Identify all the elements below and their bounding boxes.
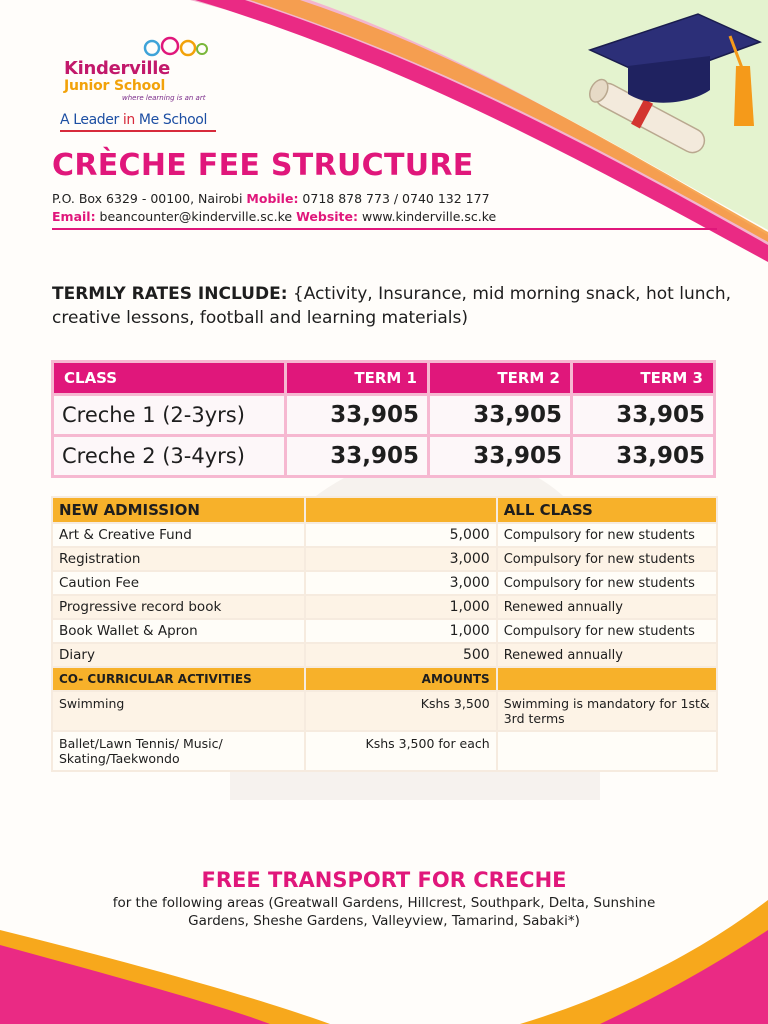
- activity-note: Swimming is mandatory for 1st& 3rd terms: [498, 692, 716, 730]
- contact-info: [52, 190, 496, 226]
- fee-note: Compulsory for new students: [498, 548, 716, 570]
- logo-subtitle: Junior School: [64, 78, 166, 94]
- fee-note: Compulsory for new students: [498, 524, 716, 546]
- fee-amount: 500: [306, 644, 495, 666]
- table-row: [54, 396, 713, 434]
- fee-note: Renewed annually: [498, 644, 716, 666]
- term-2-fee: 33,905: [430, 396, 570, 434]
- header-blank: [306, 498, 495, 522]
- term-fee-table: [51, 360, 716, 478]
- fee-item: Registration: [53, 548, 304, 570]
- class-name: Creche 1 (2-3yrs): [54, 396, 284, 434]
- header-all-class: ALL CLASS: [498, 498, 716, 522]
- table-row: [53, 620, 716, 642]
- activity-amount: Kshs 3,500: [306, 692, 495, 730]
- header-term-1: TERM 1: [287, 363, 427, 393]
- fee-note: Compulsory for new students: [498, 620, 716, 642]
- website-text: www.kinderville.sc.ke: [358, 209, 497, 224]
- graduation-cap-icon: [570, 8, 768, 168]
- term-1-fee: 33,905: [287, 396, 427, 434]
- free-transport-title: FREE TRANSPORT FOR CRECHE: [201, 868, 567, 892]
- admission-fee-table: [51, 496, 718, 772]
- header-blank-2: [498, 668, 716, 690]
- fee-item: Progressive record book: [53, 596, 304, 618]
- contact-line-email: [52, 208, 496, 226]
- email-text: beancounter@kinderville.sc.ke: [95, 209, 297, 224]
- term-1-fee: 33,905: [287, 437, 427, 475]
- table-row: [53, 548, 716, 570]
- address-text: P.O. Box 6329 - 00100, Nairobi: [52, 191, 247, 206]
- table-row: [53, 524, 716, 546]
- fee-item: Diary: [53, 644, 304, 666]
- header-new-admission: NEW ADMISSION: [53, 498, 304, 522]
- fee-note: Compulsory for new students: [498, 572, 716, 594]
- page-title: CRÈCHE FEE STRUCTURE: [52, 148, 474, 183]
- fee-amount: 5,000: [306, 524, 495, 546]
- activity-item: Ballet/Lawn Tennis/ Music/ Skating/Taekwondo: [53, 732, 304, 770]
- free-transport-areas: for the following areas (Greatwall Gardens, Hillcrest, Southpark, Delta, Sunshine Gardens, Sheshe Gardens, Valleyview, Tamarind, Sabaki*): [112, 895, 656, 929]
- logo-name: Kinderville: [64, 58, 171, 79]
- fee-note: Renewed annually: [498, 596, 716, 618]
- term-3-fee: 33,905: [573, 437, 713, 475]
- termly-rates-includes: [52, 282, 732, 330]
- header-term-3: TERM 3: [573, 363, 713, 393]
- class-name: Creche 2 (3-4yrs): [54, 437, 284, 475]
- mobile-label: Mobile:: [246, 191, 299, 206]
- header-divider: [52, 228, 717, 230]
- table-row: [53, 644, 716, 666]
- activity-note: [498, 732, 716, 770]
- includes-label: TERMLY RATES INCLUDE:: [52, 284, 288, 304]
- cocurricular-header-row: [53, 668, 716, 690]
- header-class: CLASS: [54, 363, 284, 393]
- fee-amount: 1,000: [306, 596, 495, 618]
- table-row: [53, 732, 716, 770]
- fee-amount: 1,000: [306, 620, 495, 642]
- includes-text: {Activity, Insurance, mid morning snack, hot lunch, creative lessons, football and learning materials): [52, 284, 732, 328]
- activity-item: Swimming: [53, 692, 304, 730]
- mobile-text: 0718 878 773 / 0740 132 177: [298, 191, 490, 206]
- activity-amount: Kshs 3,500 for each: [306, 732, 495, 770]
- fee-item: Book Wallet & Apron: [53, 620, 304, 642]
- table-row: [54, 437, 713, 475]
- leader-in-me-label: A Leader in Me School: [60, 112, 207, 128]
- logo-tagline: where learning is an art: [122, 94, 206, 102]
- table-row: [53, 572, 716, 594]
- header-term-2: TERM 2: [430, 363, 570, 393]
- term-3-fee: 33,905: [573, 396, 713, 434]
- email-label: Email:: [52, 209, 96, 224]
- website-label: Website:: [296, 209, 359, 224]
- fee-item: Caution Fee: [53, 572, 304, 594]
- fee-amount: 3,000: [306, 548, 495, 570]
- logo-underline: [60, 130, 216, 132]
- contact-line-address: [52, 190, 496, 208]
- children-faces-icon: [142, 36, 212, 60]
- header-amounts: AMOUNTS: [306, 668, 495, 690]
- fee-item: Art & Creative Fund: [53, 524, 304, 546]
- table-row: [53, 596, 716, 618]
- term-table-header-row: [54, 363, 713, 393]
- term-2-fee: 33,905: [430, 437, 570, 475]
- header-cocurricular: CO- CURRICULAR ACTIVITIES: [53, 668, 304, 690]
- admission-header-row: [53, 498, 716, 522]
- table-row: [53, 692, 716, 730]
- fee-amount: 3,000: [306, 572, 495, 594]
- school-logo: [56, 36, 226, 136]
